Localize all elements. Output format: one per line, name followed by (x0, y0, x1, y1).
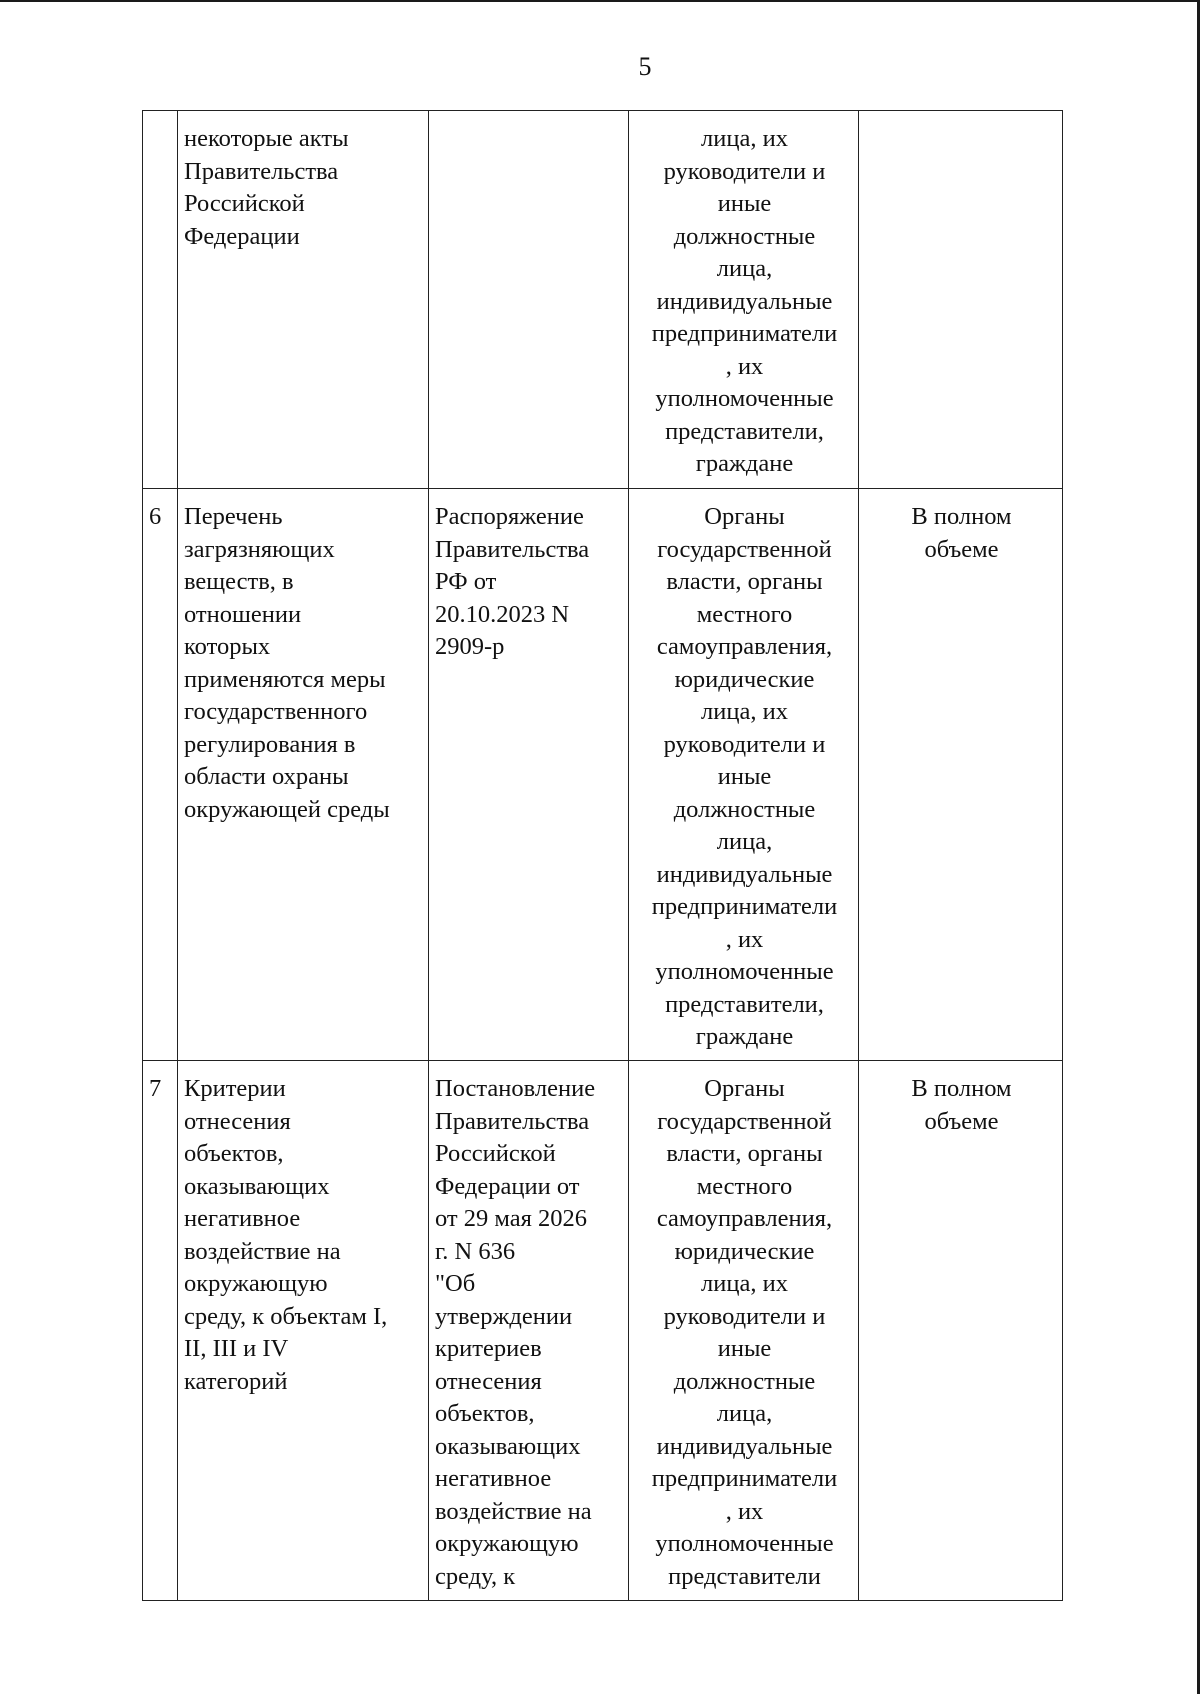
table-row (143, 489, 1063, 1061)
legal-act-cell: Распоряжение Правительства РФ от 20.10.2023 N 2909-р (429, 489, 629, 1061)
subjects-cell: Органы государственной власти, органы местного самоуправления, юридические лица, их руководители и иные должностные лица, индивидуальные предприниматели , их уполномоченные представители, граждане (629, 489, 859, 1061)
scope-cell: В полном объеме (859, 1061, 1063, 1601)
row-number-cell: 6 (143, 489, 178, 1061)
document-name-cell: Критерии отнесения объектов, оказывающих негативное воздействие на окружающую среду, к объектам I, II, III и IV категорий (178, 1061, 429, 1601)
page-number: 5 (638, 52, 652, 81)
scan-edge-top (0, 0, 1200, 2)
table-row (143, 1061, 1063, 1601)
subjects-cell: Органы государственной власти, органы местного самоуправления, юридические лица, их руководители и иные должностные лица, индивидуальные предприниматели , их уполномоченные представители (629, 1061, 859, 1601)
scope-cell: В полном объеме (859, 489, 1063, 1061)
row-number-cell (143, 111, 178, 489)
row-number-cell: 7 (143, 1061, 178, 1601)
subjects-cell: лица, их руководители и иные должностные лица, индивидуальные предприниматели , их уполномоченные представители, граждане (629, 111, 859, 489)
legal-act-cell (429, 111, 629, 489)
document-name-cell: некоторые акты Правительства Российской Федерации (178, 111, 429, 489)
legal-act-cell: Постановление Правительства Российской Федерации от от 29 мая 2026 г. N 636 "Об утверждении критериев отнесения объектов, оказывающих негативное воздействие на окружающую среду, к (429, 1061, 629, 1601)
document-name-cell: Перечень загрязняющих веществ, в отношении которых применяются меры государственного регулирования в области охраны окружающей среды (178, 489, 429, 1061)
table-row (143, 111, 1063, 489)
document-table (142, 110, 1063, 1601)
scope-cell (859, 111, 1063, 489)
